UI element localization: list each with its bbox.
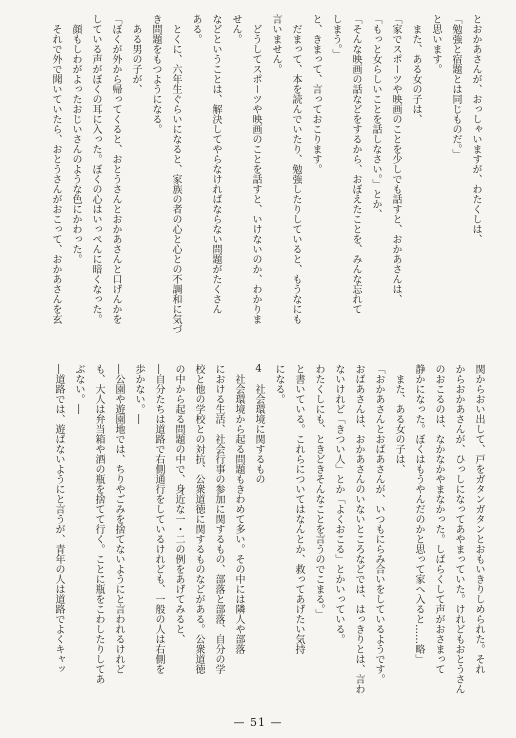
text-column: き問題をもつようになる。: [150, 14, 161, 134]
section-number: 4: [255, 364, 262, 374]
section-heading: [248, 364, 268, 708]
text-column: 「勉強と宿題とは同じものだ。」: [450, 14, 461, 159]
text-column: と書いている。これらについてはなんとか、救ってあげたい気持: [293, 364, 304, 654]
text-column: ある。: [190, 14, 201, 44]
text-column: また、ある女の子は、: [393, 374, 404, 474]
text-column: どうしてスポーツや映画のことを話すと、いけないのか、わかりま: [250, 24, 261, 324]
text-column: とおかあさんが、おっしゃいますが、わたくしは、: [470, 14, 481, 244]
text-column: 社会環境から起る問題もきわめて多い。その中には隣人や部落: [233, 374, 244, 654]
upper-text-block: [45, 14, 485, 358]
text-column: の中から起る問題の中で、身近な一・二の例をあげてみると、: [173, 364, 184, 644]
text-column: になる。: [273, 364, 284, 404]
text-column: も、大人は弁当箱や酒の瓶を捨てて行く。ことに瓶をこわしたりしてあ: [93, 364, 104, 684]
text-column: している声がぼくの耳に入った。ぼくの心はいっぺんに暗くなった。: [90, 14, 101, 324]
text-column: 言いません。: [270, 14, 281, 74]
text-column: 「そんな映画の話などをするから、おぼえたことを、みんな忘れて: [350, 14, 361, 314]
text-column: しまう。」: [330, 14, 341, 59]
text-column: のおこるのは、なかなかやまなかった。しばらくして声がおさまって: [433, 364, 444, 674]
text-column: 関からおい出して、戸をガタンガタンとおもいきりしめられた。それ: [473, 364, 484, 674]
text-column: 「おかあさんとおばあさんが、いつもにらみ合いをしているようです。: [373, 364, 384, 684]
text-column: それで外で聞いていたら、おとうさんがおこって、おかあさんを玄: [50, 24, 61, 324]
text-column: また、ある女の子は、: [410, 24, 421, 124]
text-column: ―道路では、遊ばないようにと言うが、青年の人は道路でよくキャッ: [53, 364, 64, 674]
section-title: 社会環境に関するもの: [253, 384, 264, 484]
text-column: おばあさんは、おかあさんのいないところなどでは、はっきりとは、言わ: [353, 364, 364, 694]
text-column: における生活、社会行事の参加に関するもの、部落と部落、自分の学: [213, 364, 224, 674]
text-column: ある男の子が、: [130, 24, 141, 94]
text-column: ぶない。―: [73, 364, 84, 414]
text-column: 校と他の学校との対抗、公衆道徳に関するものなどがある。公衆道徳: [193, 364, 204, 674]
text-column: 静かになった。ぼくはもうやんだのかと思って家へ入ると……略」: [413, 364, 424, 664]
text-column: 顔もしわがよったおじいさんのような色にかわった。: [70, 24, 81, 264]
text-column: と思います。: [430, 14, 441, 74]
text-column: ないけれど「きつい人」とか「よくおこる」とかいっている。: [333, 364, 344, 644]
text-column: などということは、解決してやらなければならない問題がたくさん: [210, 14, 221, 314]
text-column: 「もっと女らしいことを話しなさい。」とか、: [370, 14, 381, 219]
text-column: ―自分たちは道路で右側通行をしているけれども、一般の人は右側を: [153, 364, 164, 674]
lower-text-block: [48, 364, 488, 708]
text-column: だまって、本を読んでいたり、勉強したりしていると、もうなにも: [290, 24, 301, 324]
text-column: からおかあさんが、ひっしになってあやまっていた。けれどもおとうさん: [453, 364, 464, 694]
text-column: とくに、六年生ぐらいになると、家族の者の心と心との不調和に気づ: [170, 24, 181, 334]
text-column: 歩かない。―: [133, 364, 144, 424]
text-column: 「ぼくが外から帰ってくると、おとうさんとおかあさんと口げんかを: [110, 14, 121, 324]
text-column: わたくしにも、ときどきそんなことを言うのでこまる。」: [313, 364, 324, 619]
page-number: — 51 —: [233, 716, 283, 729]
text-column: せん。: [230, 14, 241, 44]
text-column: と、きまって、言っておこります。: [310, 14, 321, 174]
text-column: 「家でスポーツや映画のことを少しでも話すと、おかあさんは、: [390, 14, 401, 304]
text-column: ―公園や遊園地では、ちりやごみを捨てないようにと言われるけれど: [113, 364, 124, 674]
